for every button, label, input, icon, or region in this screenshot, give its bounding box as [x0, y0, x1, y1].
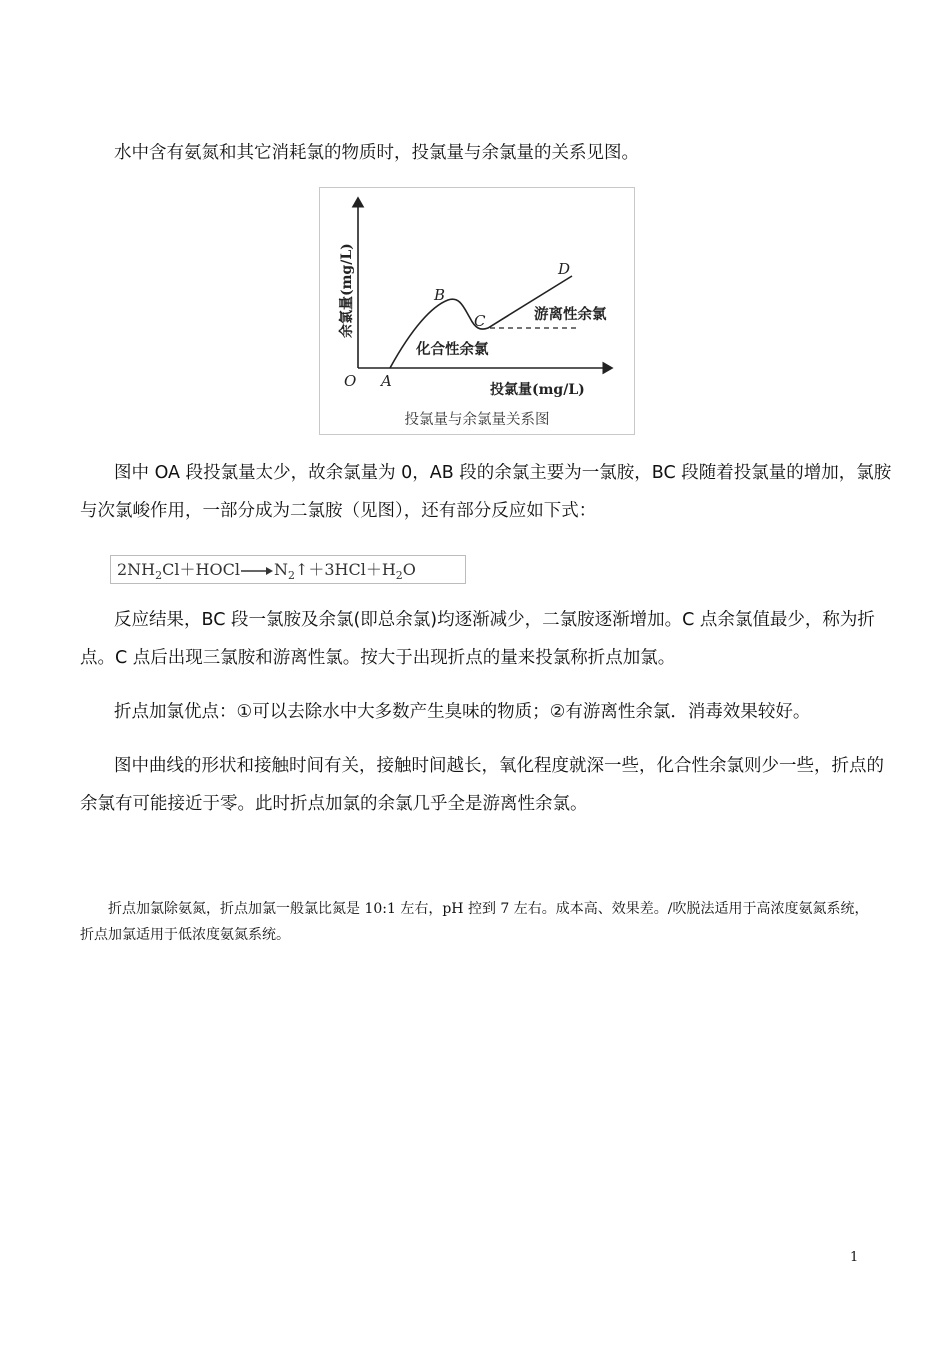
combined-chlorine-label: 化合性余氯: [416, 341, 489, 358]
intro-paragraph: 水中含有氨氮和其它消耗氯的物质时，投氯量与余氯量的关系见图。: [114, 143, 639, 163]
reaction-arrow-icon: [240, 566, 274, 576]
origin-label: O: [344, 372, 357, 390]
reaction-result-paragraph: 反应结果，BC 段一氯胺及余氯(即总余氯)均逐渐减少，二氯胺逐渐增加。C 点余氯值最少，称为折点。C 点后出现三氯胺和游离性氯。按大于出现折点的量来投氯称折点加氯。: [80, 610, 875, 668]
contact-time-paragraph: 图中曲线的形状和接触时间有关，接触时间越长，氧化程度就深一些，化合性余氯则少一些，折点的余氯有可能接近于零。此时折点加氯的余氯几乎全是游离性余氯。: [80, 756, 884, 814]
breakpoint-curve-diagram: [320, 188, 636, 436]
equation-right-3: O: [402, 560, 416, 579]
advantages-paragraph: 折点加氯优点：①可以去除水中大多数产生臭味的物质；②有游离性余氯．消毒效果较好。: [114, 702, 811, 722]
reaction-equation: [110, 555, 466, 584]
x-axis-label: 投氯量(mg/L): [490, 382, 585, 398]
free-chlorine-label: 游离性余氯: [534, 306, 607, 323]
point-label-d: D: [558, 260, 571, 278]
equation-right-1-sub: 2: [287, 569, 295, 583]
equation-right-1: N: [273, 560, 288, 579]
chlorine-dosage-figure: [319, 187, 635, 435]
point-label-b: B: [434, 286, 446, 304]
equation-left-1-sub: 2: [155, 569, 163, 583]
y-axis-label: 余氯量(mg/L): [339, 243, 355, 338]
figure-caption: 投氯量与余氯量关系图: [404, 412, 550, 428]
point-label-a: A: [381, 372, 392, 390]
point-label-c: C: [474, 312, 486, 330]
equation-left-1: 2NH: [117, 560, 156, 579]
equation-right-2: ↑＋3HCl＋H: [294, 560, 396, 579]
oa-ab-bc-paragraph: 图中 OA 段投氯量太少，故余氯量为 0，AB 段的余氯主要为一氯胺，BC 段随着投氯量的增加，氯胺与次氯峻作用，一部分成为二氯胺（见图），还有部分反应如下式：: [80, 463, 892, 521]
ammonia-removal-note: 折点加氯除氨氮，折点加氯一般氯比氮是 10:1 左右，pH 控到 7 左右。成本高、效果差。/吹脱法适用于高浓度氨氮系统，折点加氯适用于低浓度氨氮系统。: [80, 901, 869, 943]
equation-left-2: Cl＋HOCl: [162, 560, 240, 579]
equation-right-2-sub: 2: [395, 569, 403, 583]
page-number: 1: [850, 1250, 859, 1265]
